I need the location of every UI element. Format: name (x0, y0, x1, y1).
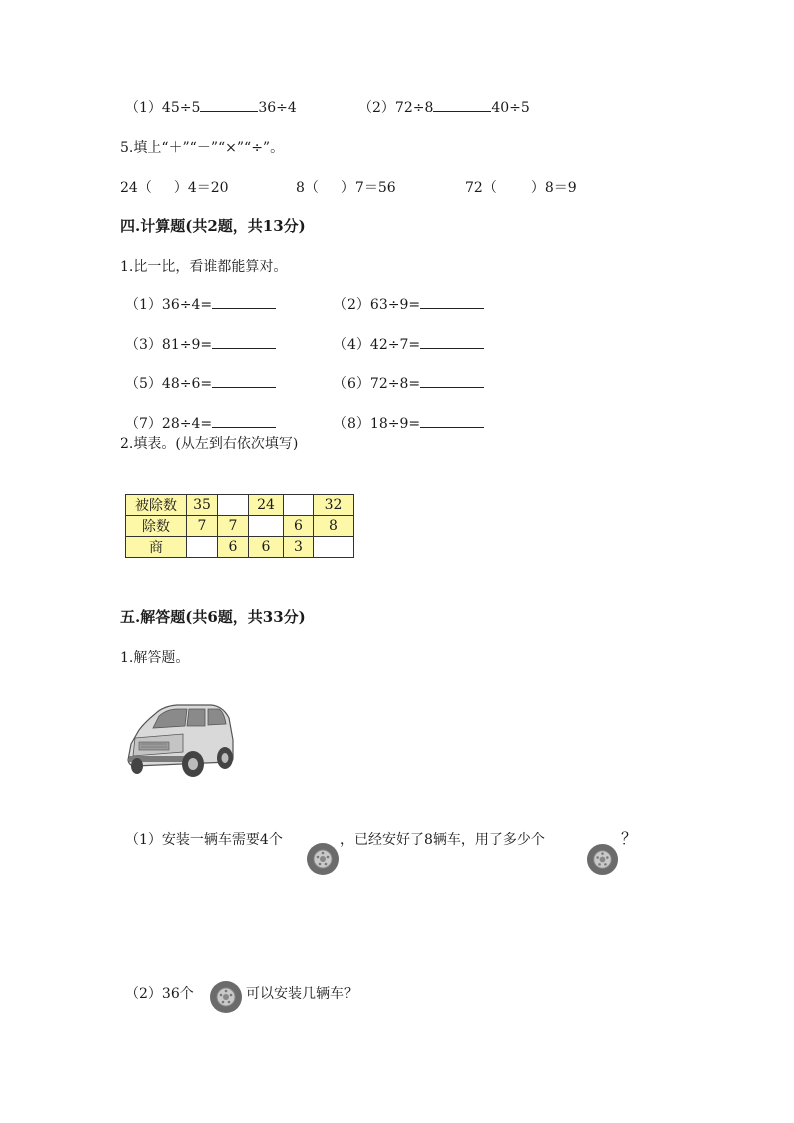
table-row-quotient (126, 537, 354, 558)
fill-ops-title: 5.填上“＋”“－”“×”“÷”。 (120, 140, 285, 156)
sub-q2-part-b: 可以安装几辆车？ (246, 986, 358, 1002)
row-label-divisor: 除数 (126, 516, 187, 537)
eq3-right: ）8＝9 (530, 180, 577, 196)
eq1-right: ）4＝20 (173, 180, 229, 196)
table-cell-blank[interactable] (218, 495, 249, 516)
section4-q2-title: 2.填表。(从左到右依次填写) (120, 436, 299, 452)
eq2-right: ）7＝56 (340, 180, 396, 196)
tire-icon (586, 843, 619, 876)
compare-q1-blank[interactable] (200, 97, 258, 112)
compare-q1-left: （1）45÷5 (125, 100, 201, 116)
sub-q1-question-mark: ？ (621, 829, 638, 848)
section4-heading: 四.计算题(共2题，共13分) (120, 217, 306, 235)
tire-icon (209, 980, 243, 1014)
eq1-left: 24（ (120, 180, 152, 196)
calc-item-8 (333, 413, 484, 433)
table-cell: 6 (284, 516, 314, 537)
section5-q1-title: 1.解答题。 (120, 650, 190, 666)
tire-icon (306, 842, 340, 876)
compare-q1 (125, 97, 297, 117)
calc-item-label: （1）36÷4= (125, 297, 213, 313)
table-cell: 7 (187, 516, 218, 537)
table-cell-blank[interactable] (187, 537, 218, 558)
sub-q1-part-a: （1）安装一辆车需要4个 (125, 832, 283, 848)
table-row-divisor (126, 516, 354, 537)
table-cell: 3 (284, 537, 314, 558)
calc-answer-blank[interactable] (420, 294, 484, 309)
calc-item-label: （2）63÷9= (333, 297, 421, 313)
section5-heading: 五.解答题(共6题，共33分) (120, 608, 306, 626)
calc-item-7 (125, 413, 276, 433)
table-cell: 35 (187, 495, 218, 516)
calc-answer-blank[interactable] (420, 413, 484, 428)
calc-item-2 (333, 294, 484, 314)
table-cell: 8 (314, 516, 354, 537)
calc-item-4 (333, 334, 484, 354)
table-cell: 24 (249, 495, 284, 516)
calc-answer-blank[interactable] (212, 294, 276, 309)
row-label-quotient: 商 (126, 537, 187, 558)
calc-answer-blank[interactable] (212, 413, 276, 428)
calc-item-label: （8）18÷9= (333, 416, 421, 432)
division-table (125, 494, 354, 558)
table-cell-blank[interactable] (249, 516, 284, 537)
calc-item-label: （6）72÷8= (333, 376, 421, 392)
table-cell: 7 (218, 516, 249, 537)
fill-ops-eq1 (120, 177, 229, 197)
calc-answer-blank[interactable] (212, 334, 276, 349)
row-label-dividend: 被除数 (126, 495, 187, 516)
calc-item-3 (125, 334, 276, 354)
calc-item-6 (333, 373, 484, 393)
compare-q2 (358, 97, 530, 117)
calc-item-1 (125, 294, 276, 314)
eq3-left: 72（ (465, 180, 497, 196)
compare-q2-left: （2）72÷8 (358, 100, 434, 116)
calc-item-5 (125, 373, 276, 393)
fill-ops-eq3 (465, 177, 577, 197)
eq2-left: 8（ (296, 180, 319, 196)
compare-q1-right: 36÷4 (258, 100, 297, 116)
calc-answer-blank[interactable] (420, 373, 484, 388)
compare-q2-blank[interactable] (433, 97, 491, 112)
table-cell-blank[interactable] (284, 495, 314, 516)
calc-item-label: （4）42÷7= (333, 337, 421, 353)
calc-item-label: （7）28÷4= (125, 416, 213, 432)
table-cell: 32 (314, 495, 354, 516)
table-row-dividend (126, 495, 354, 516)
compare-q2-right: 40÷5 (491, 100, 530, 116)
calc-answer-blank[interactable] (212, 373, 276, 388)
section4-q1-title: 1.比一比，看谁都能算对。 (120, 259, 288, 275)
sub-q2-part-a: （2）36个 (125, 986, 194, 1002)
table-cell: 6 (218, 537, 249, 558)
car-icon (125, 700, 237, 782)
sub-q1-part-b: ，已经安好了8辆车，用了多少个 (340, 832, 545, 848)
fill-ops-eq2 (296, 177, 396, 197)
table-cell: 6 (249, 537, 284, 558)
table-cell-blank[interactable] (314, 537, 354, 558)
calc-item-label: （3）81÷9= (125, 337, 213, 353)
calc-item-label: （5）48÷6= (125, 376, 213, 392)
calc-answer-blank[interactable] (420, 334, 484, 349)
